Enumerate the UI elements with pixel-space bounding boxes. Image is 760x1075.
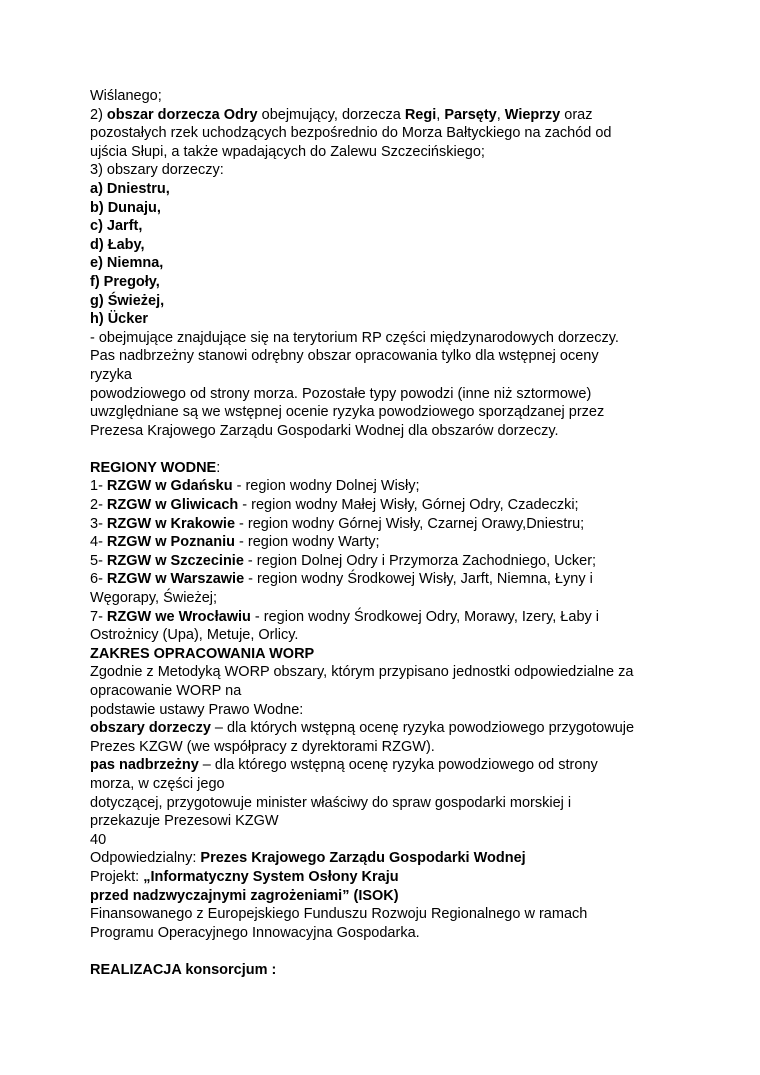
text-run: przekazuje Prezesowi KZGW xyxy=(90,813,279,830)
text-run: Pas nadbrzeżny stanowi odrębny obszar opracowania tylko dla wstępnej oceny xyxy=(90,348,599,365)
text-run-bold: h) Ücker xyxy=(90,311,149,328)
text-run-bold: b) Dunaju, xyxy=(90,199,161,216)
text-line xyxy=(90,143,670,162)
text-line xyxy=(90,608,670,627)
text-line xyxy=(90,459,670,478)
text-run-bold: obszar dorzecza Odry xyxy=(106,106,258,123)
text-run: 7- xyxy=(90,608,107,625)
text-run-bold: Prezes Krajowego Zarządu Gospodarki Wodnej xyxy=(200,850,526,867)
text-line xyxy=(90,663,670,682)
text-line xyxy=(90,273,670,292)
text-run: powodziowego od strony morza. Pozostałe typy powodzi (inne niż sztormowe) xyxy=(90,385,592,402)
text-run: - region wodny Warty; xyxy=(235,534,380,551)
text-run: uwzględniane są we wstępnej ocenie ryzyka powodziowego sporządzanej przez xyxy=(90,404,605,421)
text-run: opracowanie WORP na xyxy=(90,683,242,699)
text-line xyxy=(90,403,670,422)
text-line xyxy=(90,887,670,906)
text-run: Prezes KZGW (we współpracy z dyrektorami RZGW). xyxy=(90,738,435,755)
text-run: - region wodny Dolnej Wisły; xyxy=(232,478,420,495)
text-run: Programu Operacyjnego Innowacyjna Gospodarka. xyxy=(90,924,420,941)
text-run-bold: a) Dniestru, xyxy=(90,180,170,197)
text-run-bold: RZGW w Szczecinie xyxy=(106,552,244,569)
text-run: - region Dolnej Odry i Przymorza Zachodniego, Ucker; xyxy=(243,552,597,569)
text-line xyxy=(90,533,670,552)
text-run: pozostałych rzek uchodzących bezpośrednio do Morza Bałtyckiego na zachód od xyxy=(90,125,612,142)
text-run: ryzyka xyxy=(90,366,132,383)
text-line xyxy=(90,719,670,738)
text-run: : xyxy=(216,459,221,476)
text-run-bold: przed nadzwyczajnymi zagrożeniami” (ISOK) xyxy=(90,887,399,904)
text-run: 3- xyxy=(90,515,107,532)
text-line xyxy=(90,292,670,311)
text-run-bold: REGIONY WODNE xyxy=(90,459,217,476)
text-run-bold: Regi xyxy=(404,106,437,123)
text-line xyxy=(90,849,670,868)
text-run-bold: obszary dorzeczy xyxy=(90,720,211,737)
text-run: - obejmujące znajdujące się na terytorium RP części międzynarodowych dorzeczy. xyxy=(90,329,619,346)
text-run: – dla którego wstępną ocenę ryzyka powodziowego od strony xyxy=(198,757,598,774)
text-line xyxy=(90,775,670,794)
text-run: - region wodny Małej Wisły, Górnej Odry, Czadeczki; xyxy=(238,497,579,514)
text-line xyxy=(90,589,670,608)
text-line xyxy=(90,477,670,496)
text-line xyxy=(90,570,670,589)
text-line xyxy=(90,87,670,106)
text-run: ujścia Słupi, a także wpadających do Zalewu Szczecińskiego; xyxy=(90,143,485,160)
text-run: , xyxy=(436,106,445,123)
text-line xyxy=(90,347,670,366)
text-run: - region wodny Środkowej Odry, Morawy, Izery, Łaby i xyxy=(250,608,600,625)
text-run-bold: ZAKRES OPRACOWANIA WORP xyxy=(90,645,315,662)
text-line xyxy=(90,161,670,180)
text-line xyxy=(90,701,670,720)
text-run-bold: RZGW w Gdańsku xyxy=(106,478,233,495)
text-line xyxy=(90,385,670,404)
text-run: 4- xyxy=(90,534,107,551)
text-run-bold: pas nadbrzeżny xyxy=(90,757,199,774)
text-run-bold: g) Świeżej, xyxy=(90,292,165,309)
text-line xyxy=(90,422,670,441)
text-run-bold: e) Niemna, xyxy=(90,255,164,272)
text-line xyxy=(90,924,670,943)
text-run: , xyxy=(496,106,505,123)
text-line xyxy=(90,645,670,664)
text-run-bold: Wieprzy xyxy=(504,106,561,123)
text-run: Ostrożnicy (Upa), Metuje, Orlicy. xyxy=(90,627,299,644)
text-run: Wiślanego; xyxy=(90,88,162,104)
text-line xyxy=(90,310,670,329)
text-run: Prezesa Krajowego Zarządu Gospodarki Wodnej dla obszarów dorzeczy. xyxy=(90,422,559,439)
text-run: dotyczącej, przygotowuje minister właściwy do spraw gospodarki morskiej i xyxy=(90,794,572,811)
text-run: - region wodny Środkowej Wisły, Jarft, Niemna, Łyny i xyxy=(244,571,593,588)
text-line xyxy=(90,236,670,255)
text-line xyxy=(90,440,670,459)
text-run: 3) obszary dorzeczy: xyxy=(90,162,224,179)
text-line xyxy=(90,552,670,571)
text-run: Finansowanego z Europejskiego Funduszu Rozwoju Regionalnego w ramach xyxy=(90,906,588,923)
text-line xyxy=(90,626,670,645)
text-run: - region wodny Górnej Wisły, Czarnej Orawy,Dniestru; xyxy=(235,515,585,532)
text-line xyxy=(90,961,670,980)
text-run: 2- xyxy=(90,497,107,514)
text-run: Zgodnie z Metodyką WORP obszary, którym przypisano jednostki odpowiedzialne za xyxy=(90,664,634,681)
text-run-bold: REALIZACJA konsorcjum : xyxy=(90,961,277,978)
text-run: Węgorapy, Świeżej; xyxy=(90,590,218,607)
text-line xyxy=(90,868,670,887)
text-line xyxy=(90,106,670,125)
text-run: – dla których wstępną ocenę ryzyka powodziowego przygotowuje xyxy=(210,720,635,737)
text-run: oraz xyxy=(560,106,593,123)
text-line xyxy=(90,812,670,831)
text-run: Projekt: xyxy=(90,868,144,885)
text-run-bold: f) Pregoły, xyxy=(90,273,160,290)
text-run-bold: Parsęty xyxy=(444,106,497,123)
text-run-bold: RZGW w Poznaniu xyxy=(106,534,235,551)
text-run: 2) xyxy=(90,106,107,123)
text-run: 1- xyxy=(90,478,107,495)
text-line xyxy=(90,794,670,813)
text-run-bold: RZGW w Gliwicach xyxy=(106,497,239,514)
text-line xyxy=(90,515,670,534)
text-line xyxy=(90,329,670,348)
text-run: obejmujący, dorzecza xyxy=(257,106,405,123)
text-run-bold: RZGW w Warszawie xyxy=(106,571,245,588)
text-run: podstawie ustawy Prawo Wodne: xyxy=(90,701,304,718)
text-line xyxy=(90,682,670,701)
text-line xyxy=(90,366,670,385)
text-run: 5- xyxy=(90,552,107,569)
document-text-block xyxy=(90,87,670,980)
text-line xyxy=(90,124,670,143)
text-run-bold: RZGW w Krakowie xyxy=(106,515,236,532)
text-line xyxy=(90,756,670,775)
text-line xyxy=(90,942,670,961)
text-run: 6- xyxy=(90,571,107,588)
text-line xyxy=(90,254,670,273)
text-line xyxy=(90,738,670,757)
text-run-bold: d) Łaby, xyxy=(90,236,145,253)
text-line xyxy=(90,496,670,515)
text-line xyxy=(90,217,670,236)
text-line xyxy=(90,180,670,199)
text-run-bold: „Informatyczny System Osłony Kraju xyxy=(143,868,399,885)
text-line xyxy=(90,905,670,924)
text-run: morza, w części jego xyxy=(90,775,225,792)
text-run-bold: RZGW we Wrocławiu xyxy=(106,608,251,625)
text-run: Odpowiedzialny: xyxy=(90,850,201,867)
text-line xyxy=(90,831,670,850)
text-run-bold: c) Jarft, xyxy=(90,218,143,235)
text-run: 40 xyxy=(90,831,107,848)
text-line xyxy=(90,199,670,218)
